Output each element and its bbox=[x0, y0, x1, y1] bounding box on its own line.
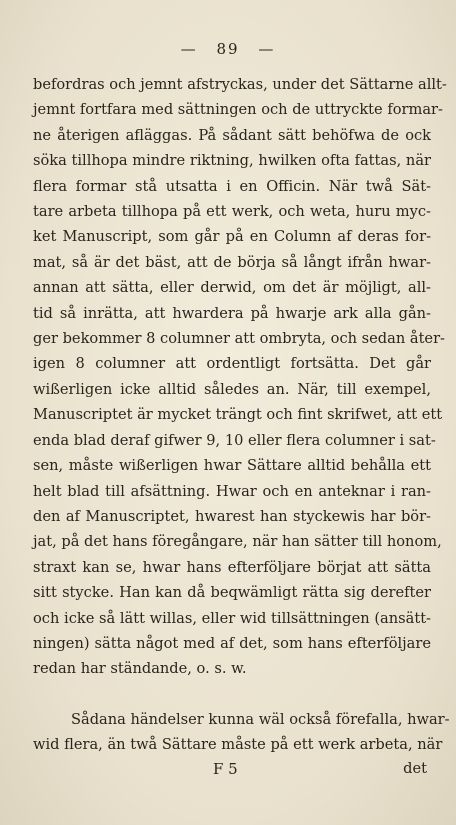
text-line: tid så inrätta, att hwardera på hwarje ark alla gån- bbox=[33, 304, 431, 322]
catchword: det bbox=[403, 760, 427, 777]
text-line: ket Manuscript, som går på en Column af deras for- bbox=[33, 228, 431, 246]
text-line: tare arbeta tillhopa på ett werk, och weta, huru myc- bbox=[33, 203, 431, 221]
text-line: jemnt fortfara med sättningen och de uttryckte formar- bbox=[33, 101, 443, 119]
text-line: straxt kan se, hwar hans efterföljare börjat att sätta bbox=[33, 558, 431, 576]
paragraph-2 bbox=[33, 707, 450, 758]
text-line: ne återigen afläggas. På sådant sätt behöfwa de ock bbox=[33, 126, 431, 144]
paragraph-1 bbox=[33, 72, 447, 682]
text-line: Manuscriptet är mycket trängt och fint skrifwet, att ett bbox=[33, 406, 443, 424]
paragraph-gap bbox=[33, 682, 431, 707]
signature-mark: F 5 bbox=[213, 760, 238, 778]
text-line: helt blad till afsättning. Hwar och en anteknar i ran- bbox=[33, 482, 431, 500]
text-line: enda blad deraf gifwer 9, 10 eller flera columner i sat- bbox=[33, 431, 436, 449]
text-line: sitt stycke. Han kan då beqwämligt rätta sig derefter bbox=[33, 584, 431, 602]
text-line: befordras och jemnt afstryckas, under det Sättarne allt- bbox=[33, 76, 447, 93]
text-line: söka tillhopa mindre riktning, hwilken ofta fattas, när bbox=[33, 152, 431, 170]
text-line: och icke så lätt willas, eller wid tillsättningen (ansätt- bbox=[33, 609, 431, 627]
text-line: redan har ständande, o. s. w. bbox=[33, 660, 247, 678]
body-text bbox=[33, 72, 450, 758]
text-line: wid flera, än twå Sättare måste på ett werk arbeta, när bbox=[33, 736, 443, 754]
text-line: ger bekommer 8 columner att ombryta, och sedan åter- bbox=[33, 330, 445, 348]
text-line: igen 8 columner att ordentligt fortsätta. Det går bbox=[33, 355, 431, 373]
text-line: flera formar stå utsatta i en Officin. När twå Sät- bbox=[33, 177, 431, 195]
text-line: Sådana händelser kunna wäl också förefalla, hwar- bbox=[71, 710, 450, 728]
page-number: 89 bbox=[216, 40, 240, 58]
text-line: jat, på det hans föregångare, när han sätter till honom, bbox=[33, 533, 442, 551]
text-line: wißerligen icke alltid således an. När, till exempel, bbox=[33, 380, 431, 398]
page-header bbox=[0, 40, 456, 58]
text-line: ningen) sätta något med af det, som hans efterföljare bbox=[33, 634, 431, 652]
header-dash-right: — bbox=[258, 40, 276, 58]
text-line: annan att sätta, eller derwid, om det är möjligt, all- bbox=[33, 279, 431, 297]
text-line: den af Manuscriptet, hwarest han styckewis har bör- bbox=[33, 507, 431, 525]
header-dash-left: — bbox=[180, 40, 198, 58]
text-line: mat, så är det bäst, att de börja så långt ifrån hwar- bbox=[33, 253, 431, 271]
text-line: sen, måste wißerligen hwar Sättare alltid behålla ett bbox=[33, 457, 431, 475]
page-footer bbox=[33, 760, 431, 785]
